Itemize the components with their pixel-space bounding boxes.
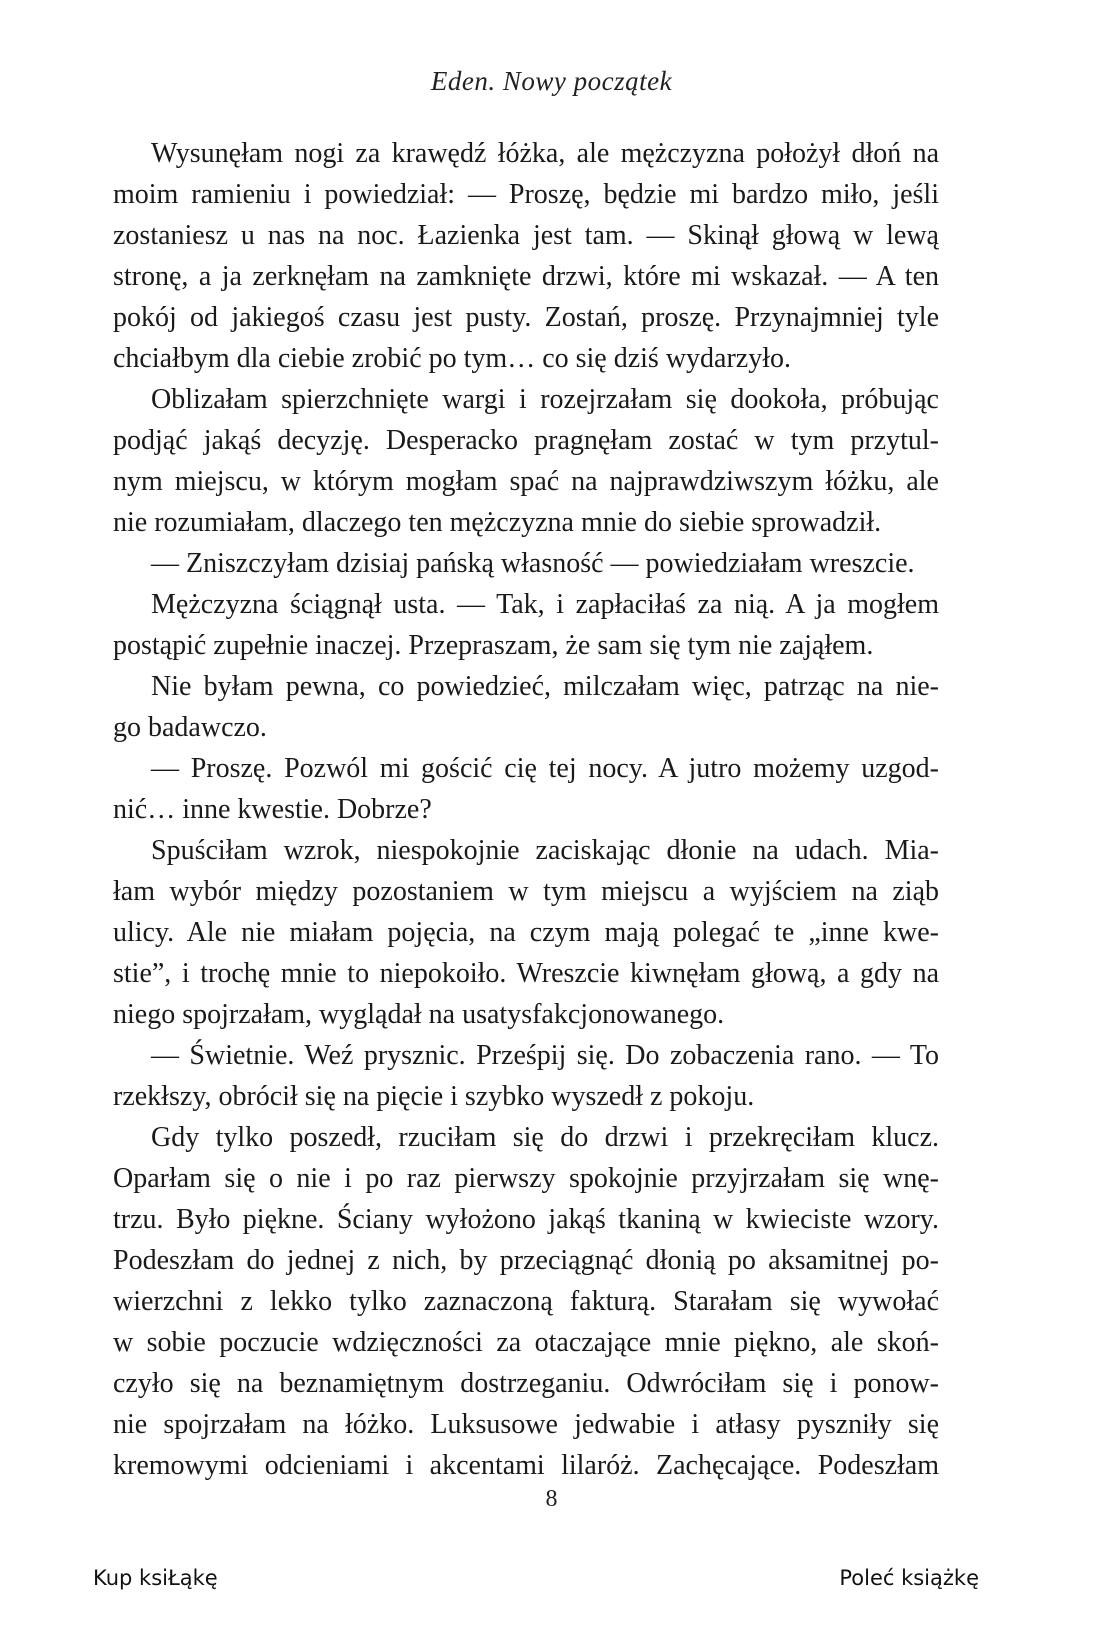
text-line: trzu. Było piękne. Ściany wyłożono jakąś tkaniną w kwieciste wzory. bbox=[113, 1204, 939, 1235]
text-line: Gdy tylko poszedł, rzuciłam się do drzwi i przekręciłam klucz. bbox=[151, 1122, 939, 1153]
text-line: Oblizałam spierzchnięte wargi i rozejrzałam się dookoła, próbując bbox=[151, 384, 939, 415]
buy-book-link[interactable]: Kup ksiŁąkę bbox=[93, 1566, 218, 1590]
text-line: nym miejscu, w którym mogłam spać na najprawdziwszym łóżku, ale bbox=[113, 466, 939, 497]
text-line: go badawczo. bbox=[113, 712, 267, 743]
text-line: — Zniszczyłam dzisiaj pańską własność — powiedziałam wreszcie. bbox=[151, 548, 915, 579]
text-line: kremowymi odcieniami i akcentami lilaróż. Zachęcające. Podeszłam bbox=[113, 1450, 939, 1481]
text-line: — Świetnie. Weź prysznic. Prześpij się. Do zobaczenia rano. — To bbox=[151, 1040, 939, 1071]
text-line: podjąć jakąś decyzję. Desperacko pragnęłam zostać w tym przytul- bbox=[113, 425, 939, 456]
text-line: ulicy. Ale nie miałam pojęcia, na czym mają polegać te „inne kwe- bbox=[113, 917, 939, 948]
text-line: czyło się na beznamiętnym dostrzeganiu. Odwróciłam się i ponow- bbox=[113, 1368, 939, 1399]
text-line: nie spojrzałam na łóżko. Luksusowe jedwabie i atłasy pyszniły się bbox=[113, 1409, 939, 1440]
text-line: Nie byłam pewna, co powiedzieć, milczałam więc, patrząc na nie- bbox=[151, 671, 939, 702]
text-line: Wysunęłam nogi za krawędź łóżka, ale mężczyzna położył dłoń na bbox=[151, 138, 939, 169]
text-line: Podeszłam do jednej z nich, by przeciągnąć dłonią po aksamitnej po- bbox=[113, 1245, 939, 1276]
text-line: pokój od jakiegoś czasu jest pusty. Zostań, proszę. Przynajmniej tyle bbox=[113, 302, 939, 333]
text-line: Mężczyzna ściągnął usta. — Tak, i zapłaciłaś za nią. A ja mogłem bbox=[151, 589, 939, 620]
text-line: łam wybór między pozostaniem w tym miejscu a wyjściem na ziąb bbox=[113, 876, 939, 907]
text-line: w sobie poczucie wdzięczności za otaczające mnie piękno, ale skoń- bbox=[113, 1327, 939, 1358]
running-head-title: Eden. Nowy początek bbox=[430, 66, 673, 96]
text-line: stronę, a ja zerknęłam na zamknięte drzwi, które mi wskazał. — A ten bbox=[113, 261, 939, 292]
body-text bbox=[113, 133, 939, 1486]
text-line: wierzchni z lekko tylko zaznaczoną fakturą. Starałam się wywołać bbox=[113, 1286, 939, 1317]
recommend-book-link[interactable]: Poleć książkę bbox=[839, 1566, 979, 1590]
text-line: nić… inne kwestie. Dobrze? bbox=[113, 794, 432, 825]
text-line: nie rozumiałam, dlaczego ten mężczyzna mnie do siebie sprowadził. bbox=[113, 507, 882, 538]
text-line: rzekłszy, obrócił się na pięcie i szybko wyszedł z pokoju. bbox=[113, 1081, 755, 1112]
text-line: — Proszę. Pozwól mi gościć cię tej nocy. A jutro możemy uzgod- bbox=[151, 753, 939, 784]
text-line: zostaniesz u nas na noc. Łazienka jest tam. — Skinął głową w lewą bbox=[113, 220, 939, 251]
text-line: Spuściłam wzrok, niespokojnie zaciskając dłonie na udach. Mia- bbox=[151, 835, 939, 866]
text-line: postąpić zupełnie inaczej. Przepraszam, że sam się tym nie zająłem. bbox=[113, 630, 874, 661]
text-line: chciałbym dla ciebie zrobić po tym… co się dziś wydarzyło. bbox=[113, 343, 792, 374]
text-line: niego spojrzałam, wyglądał na usatysfakcjonowanego. bbox=[113, 999, 725, 1030]
text-line: moim ramieniu i powiedział: — Proszę, będzie mi bardzo miło, jeśli bbox=[113, 179, 939, 210]
page-number: 8 bbox=[545, 1486, 558, 1512]
text-line: Oparłam się o nie i po raz pierwszy spokojnie przyjrzałam się wnę- bbox=[113, 1163, 939, 1194]
text-line: stie”, i trochę mnie to niepokoiło. Wreszcie kiwnęłam głową, a gdy na bbox=[113, 958, 939, 989]
